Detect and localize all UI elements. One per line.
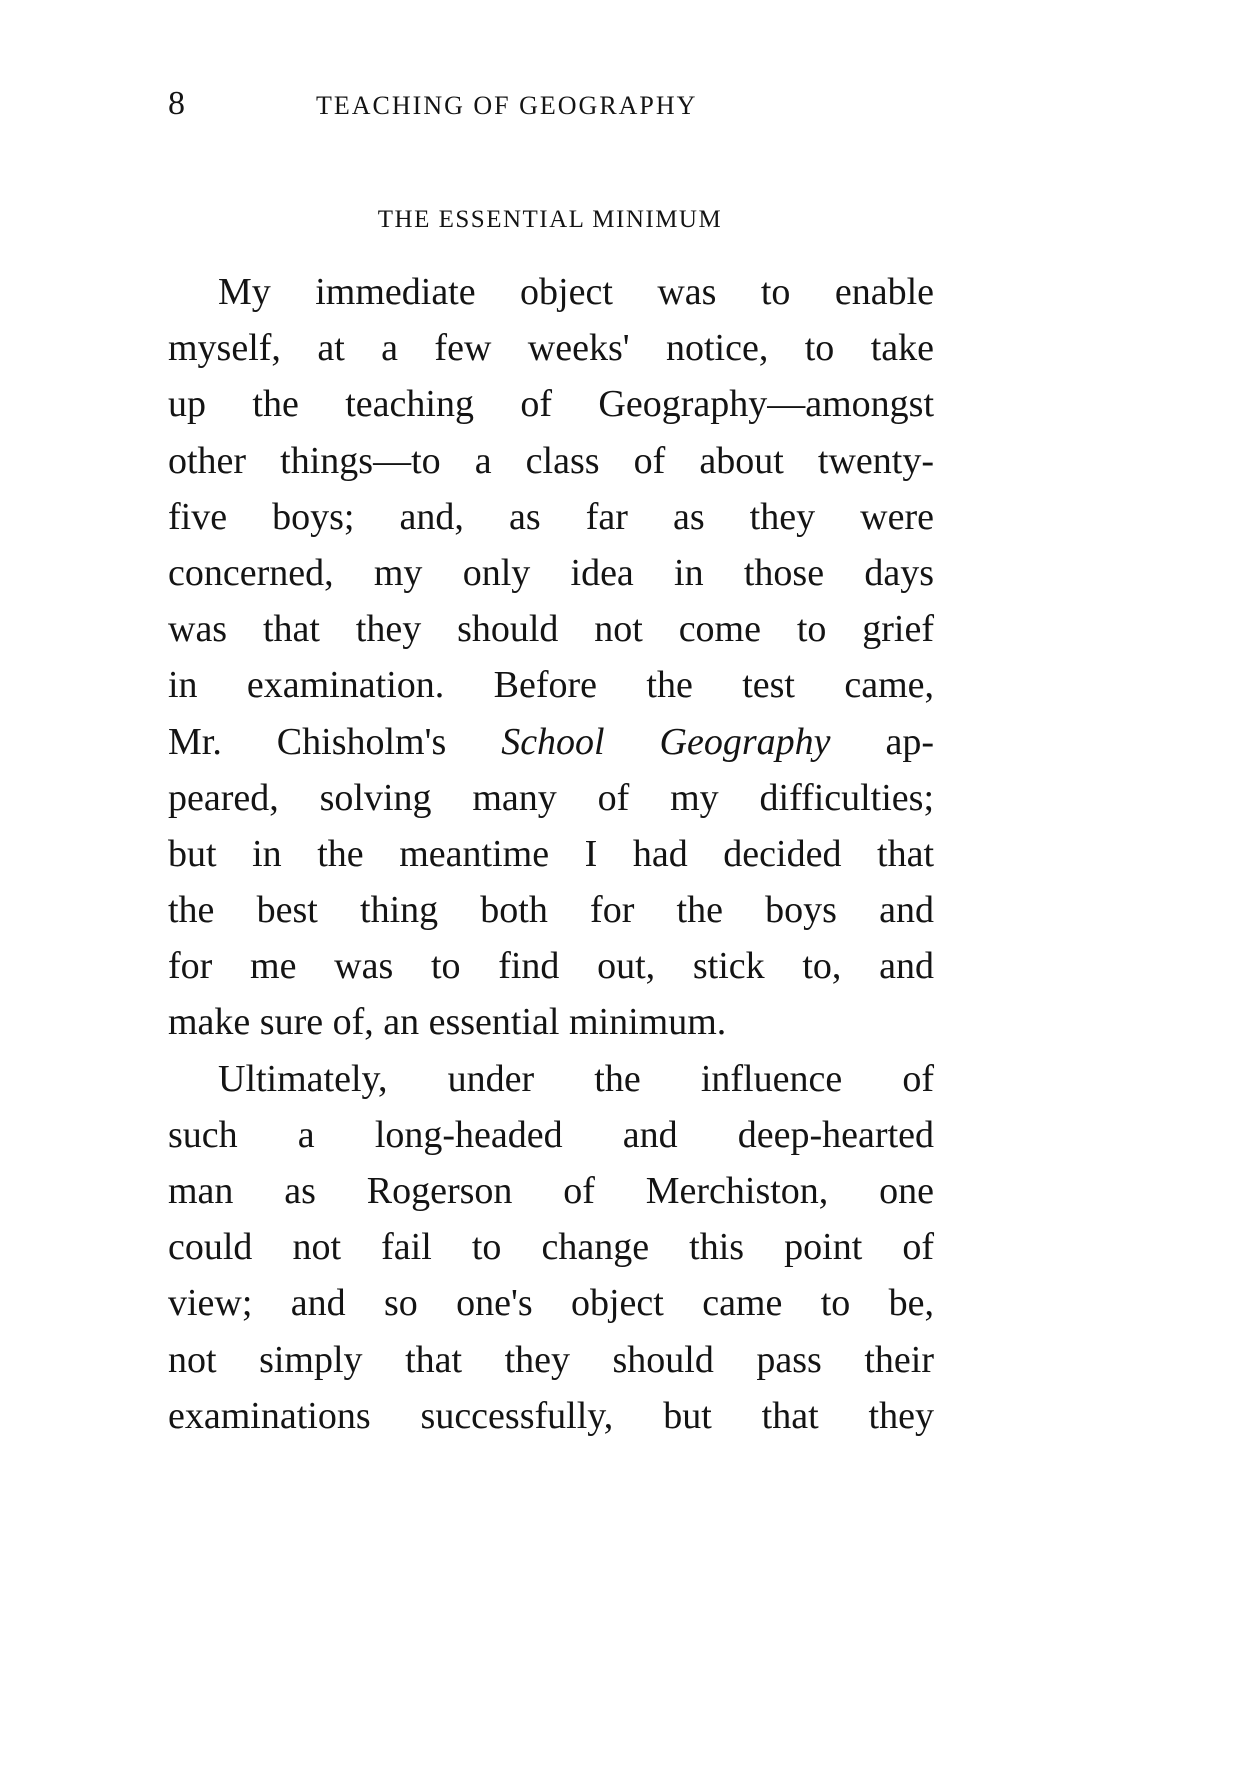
text-line: such a long-headed and deep-hearted [168, 1113, 934, 1156]
text-segment: ap- [830, 720, 934, 763]
text-line: for me was to find out, stick to, and [168, 945, 934, 988]
page-number: 8 [168, 85, 185, 122]
text-line: man as Rogerson of Merchiston, one [168, 1170, 934, 1212]
text-line-with-title [168, 714, 934, 770]
text-line: but in the meantime I had decided that [168, 832, 934, 875]
text-line: was that they should not come to grief [168, 608, 934, 651]
text-line: make sure of, an essential minimum. [168, 1001, 727, 1044]
text-line: myself, at a few weeks' notice, to take [168, 327, 934, 370]
text-line: view; and so one's object came to be, [168, 1282, 934, 1325]
text-line: not simply that they should pass their [168, 1338, 934, 1381]
text-line: Ultimately, under the influence of [218, 1057, 934, 1100]
body-text [168, 264, 934, 1444]
text-line: five boys; and, as far as they were [168, 495, 934, 538]
text-line: peared, solving many of my difficulties; [168, 776, 934, 819]
running-head [168, 82, 788, 126]
book-title: School Geography [501, 720, 831, 763]
paragraph-1 [168, 264, 934, 1051]
running-title: TEACHING OF GEOGRAPHY [316, 91, 698, 120]
text-line: in examination. Before the test came, [168, 664, 934, 707]
text-line: My immediate object was to enable [218, 271, 934, 313]
text-line: other things—to a class of about twenty- [168, 439, 934, 482]
text-line: the best thing both for the boys and [168, 889, 934, 932]
text-line: examinations successfully, but that they [168, 1394, 934, 1437]
section-heading: THE ESSENTIAL MINIMUM [377, 206, 723, 233]
text-segment: Mr. Chisholm's [168, 720, 502, 763]
paragraph-2 [168, 1051, 934, 1444]
text-line: up the teaching of Geography—amongst [168, 383, 934, 426]
text-line: concerned, my only idea in those days [168, 551, 934, 594]
text-line: could not fail to change this point of [168, 1226, 934, 1269]
